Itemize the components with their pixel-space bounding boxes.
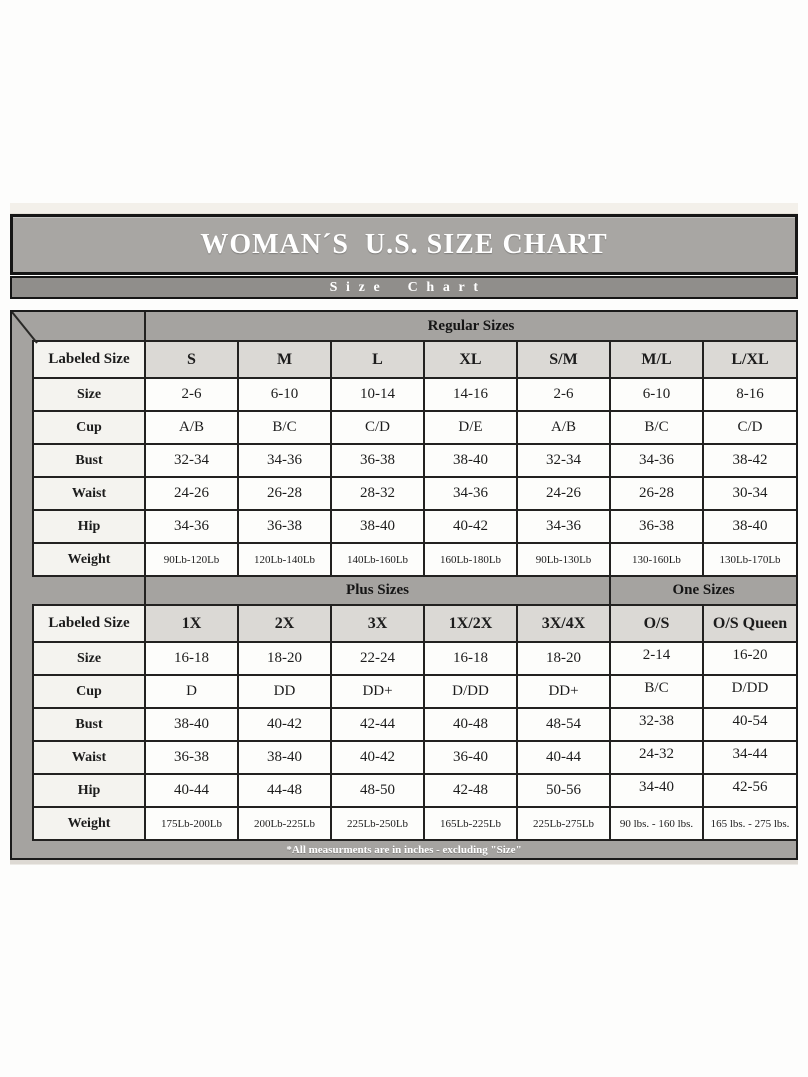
table-cell: B/C: [610, 675, 703, 708]
column-header: 2X: [238, 605, 331, 642]
table-cell: 48-50: [331, 774, 424, 807]
table-cell: 34-36: [610, 444, 703, 477]
regular-section-header-row: [33, 312, 796, 341]
table-cell: 165 lbs. - 275 lbs.: [703, 807, 796, 840]
chart-title-banner: [10, 214, 798, 275]
table-cell: 38-40: [145, 708, 238, 741]
column-header: O/S: [610, 605, 703, 642]
chart-subtitle: Size Chart: [329, 279, 487, 295]
one-sizes-section-label: One Sizes: [610, 576, 796, 605]
plus-section-header-row: [33, 576, 796, 605]
table-cell: 90Lb-120Lb: [145, 543, 238, 576]
table-cell: 225Lb-275Lb: [517, 807, 610, 840]
table-cell: 40-44: [517, 741, 610, 774]
size-chart-block: [10, 203, 798, 865]
table-cell: 16-20: [703, 642, 796, 675]
column-header: L: [331, 341, 424, 378]
table-cell: 90 lbs. - 160 lbs.: [610, 807, 703, 840]
table-cell: 26-28: [238, 477, 331, 510]
column-header: S: [145, 341, 238, 378]
table-cell: 42-48: [424, 774, 517, 807]
plus-bust-row: [33, 708, 796, 741]
regular-waist-row: [33, 477, 796, 510]
table-cell: D/DD: [703, 675, 796, 708]
table-cell: 24-32: [610, 741, 703, 774]
table-cell: A/B: [517, 411, 610, 444]
table-cell: C/D: [331, 411, 424, 444]
regular-column-header-row: [33, 341, 796, 378]
table-cell: 32-34: [517, 444, 610, 477]
regular-weight-row: [33, 543, 796, 576]
row-label: Cup: [33, 675, 145, 708]
table-cell: 14-16: [424, 378, 517, 411]
table-cell: 140Lb-160Lb: [331, 543, 424, 576]
table-cell: 225Lb-250Lb: [331, 807, 424, 840]
table-cell: 34-44: [703, 741, 796, 774]
plus-weight-row: [33, 807, 796, 840]
table-cell: 40-42: [238, 708, 331, 741]
size-table: [32, 312, 796, 841]
table-cell: 50-56: [517, 774, 610, 807]
table-cell: 36-38: [238, 510, 331, 543]
labeled-size-header: Labeled Size: [33, 341, 145, 378]
table-cell: 40-42: [424, 510, 517, 543]
column-header: M: [238, 341, 331, 378]
table-cell: 48-54: [517, 708, 610, 741]
table-cell: 24-26: [145, 477, 238, 510]
table-cell: 10-14: [331, 378, 424, 411]
table-cell: 8-16: [703, 378, 796, 411]
table-cell: 32-34: [145, 444, 238, 477]
table-cell: 42-56: [703, 774, 796, 807]
table-cell: DD: [238, 675, 331, 708]
column-header: S/M: [517, 341, 610, 378]
table-cell: 40-48: [424, 708, 517, 741]
table-cell: B/C: [610, 411, 703, 444]
table-cell: 26-28: [610, 477, 703, 510]
background-texture-strip: [10, 203, 798, 214]
row-label: Bust: [33, 444, 145, 477]
chart-title: WOMAN´S U.S. SIZE CHART: [200, 228, 608, 260]
table-cell: 2-14: [610, 642, 703, 675]
table-cell: D/DD: [424, 675, 517, 708]
table-cell: 38-40: [703, 510, 796, 543]
row-label: Weight: [33, 543, 145, 576]
top-whitespace: [0, 0, 808, 203]
table-cell: DD+: [517, 675, 610, 708]
column-header: XL: [424, 341, 517, 378]
column-header: L/XL: [703, 341, 796, 378]
regular-cup-row: [33, 411, 796, 444]
plus-hip-row: [33, 774, 796, 807]
table-cell: 34-36: [424, 477, 517, 510]
table-cell: 22-24: [331, 642, 424, 675]
table-cell: 18-20: [517, 642, 610, 675]
table-cell: A/B: [145, 411, 238, 444]
gap: [10, 299, 798, 310]
table-cell: 38-40: [238, 741, 331, 774]
size-table-wrapper: [10, 310, 798, 860]
table-cell: 36-40: [424, 741, 517, 774]
table-cell: 38-40: [331, 510, 424, 543]
table-cell: 18-20: [238, 642, 331, 675]
table-cell: 160Lb-180Lb: [424, 543, 517, 576]
table-cell: 32-38: [610, 708, 703, 741]
table-cell: 2-6: [517, 378, 610, 411]
table-cell: 90Lb-130Lb: [517, 543, 610, 576]
table-cell: 6-10: [238, 378, 331, 411]
table-cell: 34-36: [145, 510, 238, 543]
plus-sizes-section-label: Plus Sizes: [145, 576, 610, 605]
table-cell: 6-10: [610, 378, 703, 411]
table-cell: 24-26: [517, 477, 610, 510]
row-label: Waist: [33, 477, 145, 510]
table-cell: 40-54: [703, 708, 796, 741]
plus-size-row: [33, 642, 796, 675]
table-cell: 42-44: [331, 708, 424, 741]
table-cell: DD+: [331, 675, 424, 708]
row-label: Weight: [33, 807, 145, 840]
table-cell: 40-42: [331, 741, 424, 774]
table-cell: 40-44: [145, 774, 238, 807]
column-header: O/S Queen: [703, 605, 796, 642]
regular-sizes-section-label: Regular Sizes: [145, 312, 796, 341]
table-cell: D/E: [424, 411, 517, 444]
table-cell: 16-18: [424, 642, 517, 675]
corner-cell: [33, 312, 145, 341]
column-header: 3X: [331, 605, 424, 642]
table-cell: 120Lb-140Lb: [238, 543, 331, 576]
table-cell: 30-34: [703, 477, 796, 510]
row-label: Hip: [33, 510, 145, 543]
bottom-edge-strip: [10, 860, 798, 865]
table-cell: 130-160Lb: [610, 543, 703, 576]
table-cell: 2-6: [145, 378, 238, 411]
table-cell: 16-18: [145, 642, 238, 675]
row-label: Bust: [33, 708, 145, 741]
column-header: 1X: [145, 605, 238, 642]
table-cell: 36-38: [610, 510, 703, 543]
column-header: 3X/4X: [517, 605, 610, 642]
table-cell: 38-40: [424, 444, 517, 477]
row-label: Size: [33, 642, 145, 675]
row-label: Hip: [33, 774, 145, 807]
table-cell: D: [145, 675, 238, 708]
table-cell: 130Lb-170Lb: [703, 543, 796, 576]
table-cell: 200Lb-225Lb: [238, 807, 331, 840]
row-label: Waist: [33, 741, 145, 774]
column-header: M/L: [610, 341, 703, 378]
table-cell: 38-42: [703, 444, 796, 477]
table-cell: 34-36: [238, 444, 331, 477]
regular-bust-row: [33, 444, 796, 477]
table-cell: 36-38: [331, 444, 424, 477]
table-cell: C/D: [703, 411, 796, 444]
plus-waist-row: [33, 741, 796, 774]
table-cell: B/C: [238, 411, 331, 444]
table-cell: 28-32: [331, 477, 424, 510]
row-label: Cup: [33, 411, 145, 444]
table-cell: 34-36: [517, 510, 610, 543]
regular-hip-row: [33, 510, 796, 543]
regular-size-row: [33, 378, 796, 411]
measurement-note-bar: [12, 841, 796, 858]
table-cell: 175Lb-200Lb: [145, 807, 238, 840]
table-cell: 36-38: [145, 741, 238, 774]
chart-subtitle-banner: [10, 276, 798, 299]
table-cell: 165Lb-225Lb: [424, 807, 517, 840]
plus-column-header-row: [33, 605, 796, 642]
plus-cup-row: [33, 675, 796, 708]
measurement-note: *All measurments are in inches - excluding "Size": [286, 843, 522, 856]
labeled-size-header: Labeled Size: [33, 605, 145, 642]
table-cell: 44-48: [238, 774, 331, 807]
table-cell: 34-40: [610, 774, 703, 807]
corner-cell: [33, 576, 145, 605]
row-label: Size: [33, 378, 145, 411]
column-header: 1X/2X: [424, 605, 517, 642]
